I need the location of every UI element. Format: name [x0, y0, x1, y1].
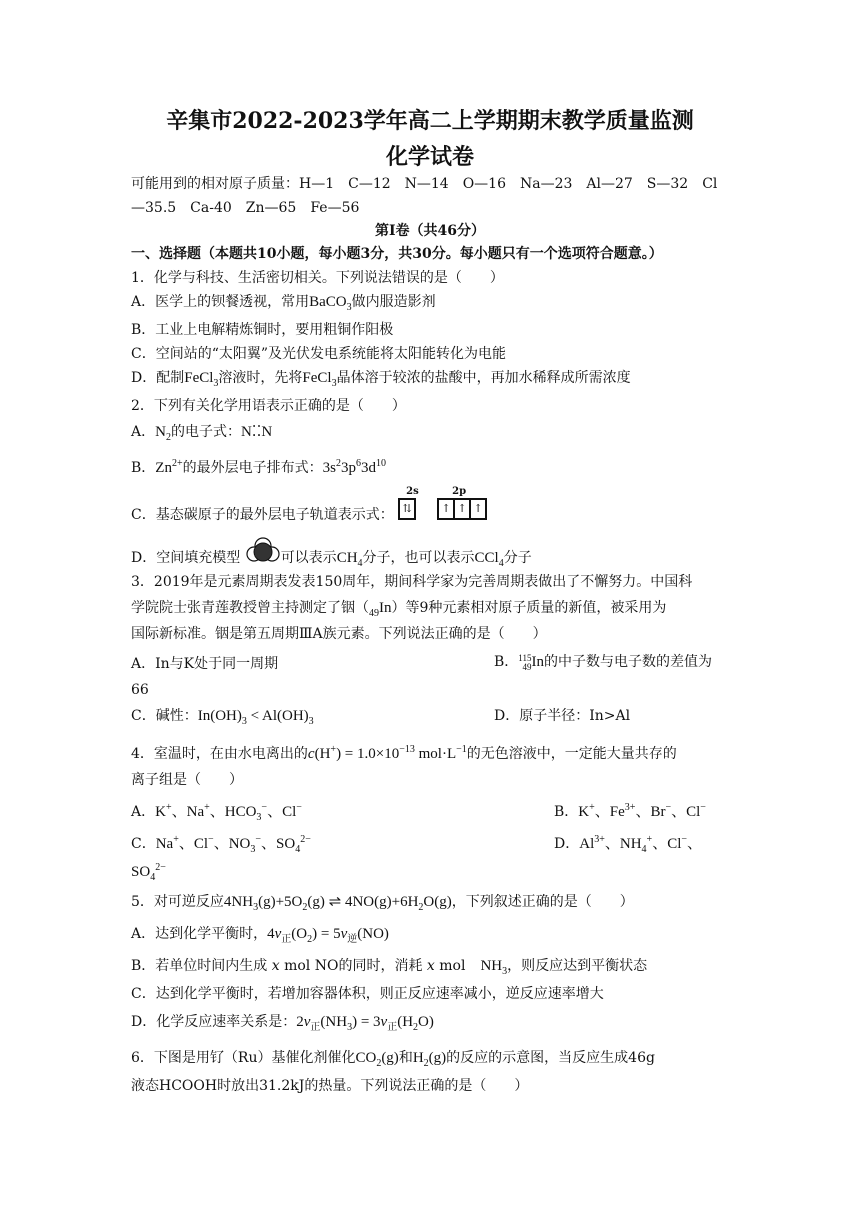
formula-fecl3: FeCl$_3$	[184, 370, 219, 389]
formula-nh3: $NH_3$	[465, 958, 508, 977]
q1-option-a	[131, 292, 436, 318]
formula-115in: 115 49In	[518, 652, 544, 672]
formula-fecl3-2: FeCl$_3$	[302, 370, 337, 389]
formula-ccl4: CCl$_4$	[474, 550, 504, 569]
q4-b-label: B．	[554, 804, 579, 820]
q4-c-ions: Na+、Cl−、$NO_3^-$、$SO_4^{2-}$	[155, 834, 311, 855]
q1-d-text-mid: 溶液时，先将	[218, 370, 303, 386]
q4-stem-line1	[131, 740, 677, 764]
q3-stem2-post: ）等9种元素相对原子质量的新值，被采用为	[391, 600, 667, 616]
q5-b-text-pre: B．若单位时间内生成	[131, 958, 268, 974]
orbital-label-2s: 2s	[406, 486, 419, 497]
q2-d-text-mid: 可以表示	[280, 550, 337, 566]
q2-b-text-mid: 的最外层电子排布式：	[182, 460, 323, 476]
q4-option-c	[131, 830, 311, 860]
q2-stem: 2．下列有关化学用语表示正确的是（ ）	[131, 398, 406, 414]
section-title: 一、选择题（本题共10小题，每小题3分，共30分。每小题只有一个选项符合题意。）	[131, 246, 663, 262]
orbital-box-2p-3: ↑	[471, 498, 487, 520]
orbital-box-2p-1: ↑	[437, 498, 455, 520]
q6-stem1-post: 的反应的示意图，当反应生成46g	[446, 1050, 655, 1066]
q2-b-text-pre: B．	[131, 460, 156, 476]
q6-stem-line1	[131, 1048, 655, 1074]
q5-d-text-pre: D．化学反应速率关系是：	[131, 1014, 297, 1030]
formula-ch4: $CH_4$	[336, 550, 363, 569]
q4-b-ions: K+、$Fe^{3+}$、Br−、Cl−	[578, 802, 706, 820]
q4-stem-line2: 离子组是（ ）	[131, 772, 243, 788]
q3-stem-line2	[131, 598, 666, 624]
q4-d-ions: $Al^{3+}$、$NH_4^+$、Cl−、	[579, 834, 703, 855]
q1-option-c: C．空间站的“太阳翼”及光伏发电系统能将太阳能转化为电能	[131, 346, 507, 362]
q2-c-text: C．基态碳原子的最外层电子轨道表示式：	[131, 507, 394, 523]
q5-option-c: C．达到化学平衡时，若增加容器体积，则正反应速率减小，逆反应速率增大	[131, 986, 604, 1002]
orbital-box-2p-2: ↑	[455, 498, 471, 520]
formula-baco3: BaCO$_3$	[309, 294, 352, 313]
q5-b-text-post: ，则反应达到平衡状态	[507, 958, 648, 974]
q5-b-text-mid2: mol	[439, 958, 466, 974]
atomic-masses-line1: 可能用到的相对原子质量：H—1 C—12 N—14 O—16 Na—23 Al—27 S—32 Cl	[131, 176, 718, 192]
q3-option-b	[494, 652, 712, 672]
q1-a-text-post: 做内服造影剂	[351, 294, 436, 310]
q3-b-text-post: 的中子数与电子数的差值为	[543, 654, 712, 670]
q5-a-expr: $4v_正(O_2) = 5v_逆(NO)$	[267, 926, 389, 945]
q2-option-b	[131, 454, 386, 478]
q1-option-b: B．工业上电解精炼铜时，要用粗铜作阳极	[131, 322, 394, 338]
q2-option-c	[131, 486, 487, 526]
q5-stem-post: ，下列叙述正确的是（ ）	[451, 894, 634, 910]
q1-option-d	[131, 368, 631, 394]
formula-zn2plus: $Zn^{2+}$	[155, 458, 183, 476]
q4-stem1-post: 的无色溶液中，一定能大量共存的	[466, 746, 677, 762]
q3-stem-line1: 3．2019年是元素周期表发表150周年，期间科学家为完善周期表做出了不懈努力。中国科	[131, 574, 693, 590]
q1-d-text-post: 晶体溶于较浓的盐酸中，再加水稀释成所需浓度	[336, 370, 631, 386]
q5-option-b: B．若单位时间内生成 x mol NO的同时，消耗 x mol $NH_3$，则反应达到平衡状态	[131, 958, 648, 977]
q5-stem	[131, 892, 634, 918]
q3-stem2-pre: 学院院士张青莲教授曾主持测定了铟（	[131, 600, 369, 616]
q1-d-text-pre: D．配制	[131, 370, 185, 386]
q5-d-expr: $2v_正(NH_3) = 3v_正(H_2O)$	[296, 1014, 434, 1033]
orbital-label-2p: 2p	[452, 486, 467, 497]
q5-stem-pre: 5．对可逆反应	[131, 894, 224, 910]
space-filling-model-icon	[245, 536, 281, 564]
q2-a-text-mid: 的电子式：	[170, 424, 241, 440]
q5-option-a	[131, 924, 389, 950]
q2-d-text-mid2: 分子，也可以表示	[362, 550, 475, 566]
q6-stem1-pre: 6．下图是用钌（Ru）基催化剂催化	[131, 1050, 356, 1066]
q2-option-d	[131, 544, 532, 574]
q2-d-text-pre: D．空间填充模型	[131, 550, 241, 566]
q6-stem-line2: 液态HCOOH时放出31.2kJ的热量。下列说法正确的是（ ）	[131, 1078, 529, 1094]
q4-a-ions: K+、Na+、$HCO_3^-$、Cl−	[155, 802, 302, 823]
part-title: 第Ⅰ卷（共46分）	[374, 223, 486, 239]
q6-stem1-mid: 和	[398, 1050, 413, 1066]
q5-b-text-mid: mol NO的同时，消耗	[284, 958, 423, 974]
q4-c-label: C．	[131, 836, 156, 852]
q4-option-a	[131, 798, 302, 828]
formula-co2: $CO_2(g)$	[355, 1050, 399, 1069]
q3-option-a: A．In与K处于同一周期	[131, 656, 279, 672]
atomic-masses-line2: —35.5 Ca-40 Zn—65 Fe—56	[131, 200, 360, 216]
q1-stem: 1．化学与科技、生活密切相关。下列说法错误的是（ ）	[131, 270, 504, 286]
formula-49in: $_{49}$In	[369, 600, 392, 619]
q3-option-b-cont: 66	[131, 682, 149, 698]
q4-stem1-pre: 4．室温时，在由水电离出的	[131, 746, 308, 762]
electron-config: $3s^23p^63d^{10}$	[322, 458, 386, 476]
basicity-comparison: $In(OH)_3 < Al(OH)_3$	[197, 708, 314, 727]
q1-a-text-pre: A．医学上的钡餐透视，常用	[131, 294, 310, 310]
q3-option-d: D．原子半径：In>Al	[494, 708, 631, 724]
n2-electron-formula: N⁚⁚N	[240, 424, 273, 440]
q2-option-a	[131, 422, 272, 448]
orbital-box-2s: ⇅	[398, 498, 416, 520]
h-concentration-expr: $c(H^+) = 1.0\times 10^{-13}$ $mol\cdot L^{-1}$	[307, 744, 467, 762]
q3-b-text-pre: B．	[494, 654, 519, 670]
formula-h2: $H_2(g)$	[412, 1050, 447, 1069]
q5-reaction: $4NH_3(g)+5O_2(g)$ ⇌ $4NO(g)+6H_2O(g)$	[223, 894, 452, 913]
q4-option-b	[554, 798, 706, 822]
formula-n2: $N_2$	[155, 424, 171, 443]
exam-subtitle: 化学试卷	[385, 144, 474, 170]
carbon-orbital-diagram	[398, 486, 487, 520]
exam-title: 辛集市2022-2023学年高二上学期期末教学质量监测	[166, 108, 694, 134]
q2-d-text-post: 分子	[503, 550, 532, 566]
q3-stem-line3: 国际新标准。铟是第五周期ⅢA族元素。下列说法正确的是（ ）	[131, 626, 547, 642]
q5-a-text-pre: A．达到化学平衡时，	[131, 926, 268, 942]
q4-d-ions-cont: $SO_4^{2-}$	[131, 862, 166, 883]
q3-c-text-pre: C．碱性：	[131, 708, 198, 724]
q4-option-d-cont	[131, 858, 166, 888]
q5-option-d	[131, 1012, 434, 1038]
q4-d-label: D．	[554, 836, 580, 852]
q4-a-label: A．	[131, 804, 156, 820]
q2-a-text-pre: A．	[131, 424, 156, 440]
q3-option-c	[131, 706, 314, 732]
q4-option-d	[554, 830, 702, 860]
